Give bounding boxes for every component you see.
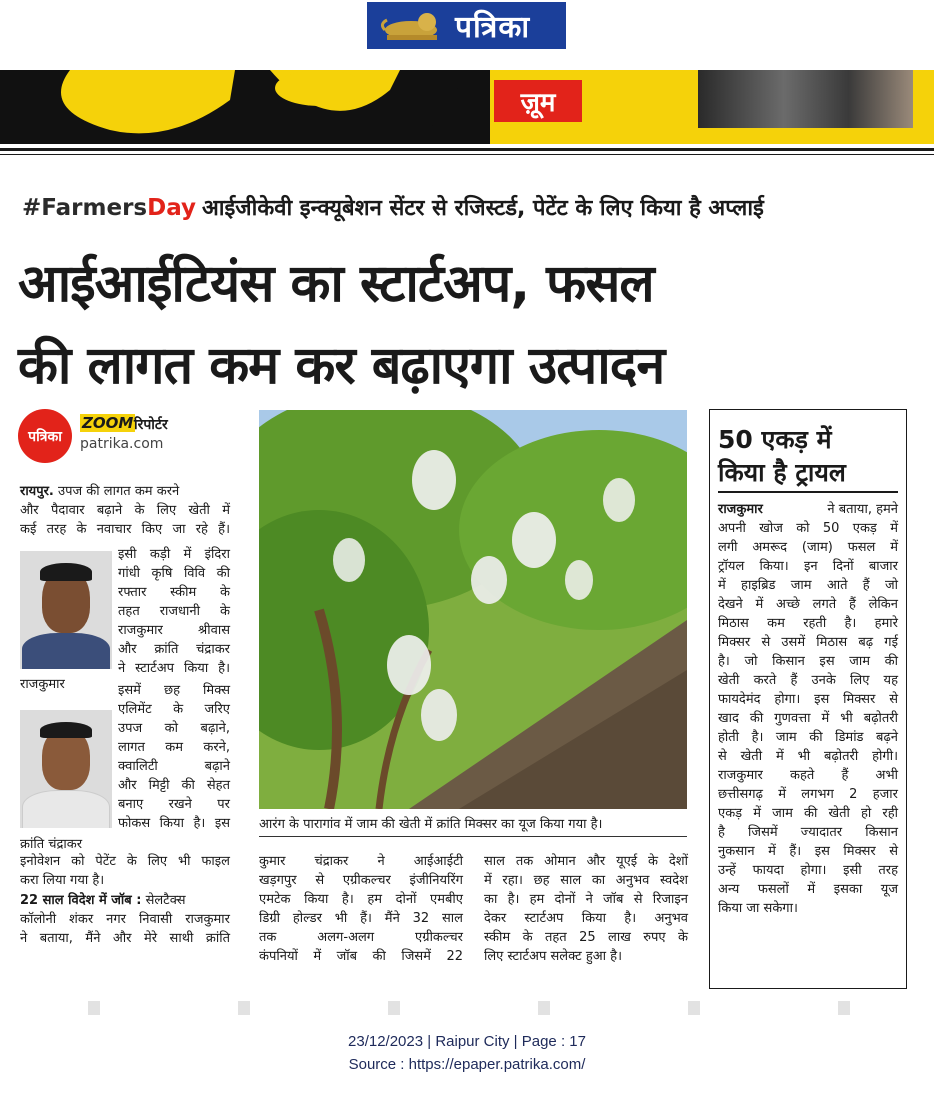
sidebar-line: किया जा सकेगा। [718, 901, 798, 916]
col2-line: कुमार चंद्राकर ने आईआईटी [259, 854, 463, 869]
sidebar-title-line-2: किया है ट्रायल [718, 458, 846, 487]
sidebar-line: है जिसमें ज्यादातर किसान [718, 825, 898, 840]
col1-wrap-line: लागत कम करने, [118, 740, 230, 755]
sidebar-line: खाद की गुणवत्ता में भी बढ़ोतरी [718, 711, 898, 726]
byline-site: patrika.com [80, 436, 164, 452]
kicker [22, 192, 764, 222]
banner-photo [698, 70, 913, 128]
sidebar-line: होती है। जाम की डिमांड बढ़ने [718, 730, 898, 745]
footer-source: Source : https://epaper.patrika.com/ [348, 1056, 586, 1073]
col2-line: तक अलग-अलग एग्रीकल्चर [259, 930, 463, 945]
col1-wrap-line: राजकुमार श्रीवास [118, 623, 230, 638]
sidebar-line: मिठास कम रहती है। हमारे [718, 616, 898, 631]
dateline: रायपुर. [20, 484, 54, 499]
sidebar-line: से खेती में भी बढ़ोतरी होगी। [718, 749, 898, 764]
col1-wrap-line: क्वालिटी बढ़ाने [118, 759, 230, 774]
col1-wrap-line: इसमें छह मिक्स [118, 683, 230, 698]
sidebar-line: लगी अमरूद (जाम) फसल में [718, 540, 898, 555]
sidebar-line: अन्य फसलों में इसका यूज [718, 882, 898, 897]
zoom-banner [0, 70, 934, 144]
col1-line: और पैदावार बढ़ाने के लिए खेती में [20, 503, 230, 518]
portrait-caption-kranti: क्रांति चंद्राकर [20, 837, 83, 852]
sidebar-line: नुकसान में हैं। इस मिक्सर से [718, 844, 898, 859]
cut-off-next-headline [0, 1001, 934, 1015]
patrika-round-logo: पत्रिका [18, 409, 72, 463]
col3-line: स्कीम के तहत 25 लाख रुपए के [484, 930, 688, 945]
sidebar-line: फायदेमंद होगा। इस मिक्सर से [718, 692, 898, 707]
byline-zoom [80, 414, 135, 432]
col1-line: कॉलोनी शंकर नगर निवासी राजकुमार [20, 912, 230, 927]
col1-wrap-line: बनाए रखने पर [118, 797, 230, 812]
col1-line: रायपुर. उपज की लागत कम करने [20, 484, 180, 499]
sidebar-line: देखने में अच्छे लगते हैं लेकिन [718, 597, 898, 612]
sidebar-line: मिक्सर से उसमें मिठास बढ़ गई [718, 635, 898, 650]
guava-farm-photo [259, 410, 687, 809]
col1-wrap-line: एलिमेंट के जरिए [118, 702, 230, 717]
sidebar-line: खेती करते हैं उनके लिए यह [718, 673, 898, 688]
col1-wrap-line: फोकस किया है। इस [118, 816, 230, 831]
col1-wrap-line: और क्रांति चंद्राकर [118, 642, 230, 657]
subhead: 22 साल विदेश में जॉब : [20, 893, 142, 908]
sidebar-title-line-1: 50 एकड़ में [718, 425, 832, 454]
kicker-text: आईजीकेवी इन्क्यूबेशन सेंटर से रजिस्टर्ड, पेटेंट के लिए किया है अप्लाई [202, 196, 764, 221]
col2-line: डिग्री होल्डर भी हैं। मैंने 32 साल [259, 911, 463, 926]
photo-caption: आरंग के पारागांव में जाम की खेती में क्रांति मिक्सर का यूज किया गया है। [259, 817, 603, 832]
zoom-tag: ज़ूम [494, 80, 582, 122]
guava-farm-illustration [259, 410, 687, 809]
col1-line: ने बताया, मैंने और मेरे साथी क्रांति [20, 931, 230, 946]
sidebar-line: अपनी खोज को 50 एकड़ में [718, 521, 898, 536]
sidebar-title-rule [718, 491, 898, 493]
col3-line: में रहा। छह साल का अनुभव स्वदेश [484, 873, 688, 888]
sidebar-line: एकड़ में जाम की खेती हो रही [718, 806, 898, 821]
col3-line: साल तक ओमान और यूएई के देशों [484, 854, 688, 869]
masthead-logo [367, 2, 566, 49]
footer-date-edition-page: 23/12/2023 | Raipur City | Page : 17 [348, 1033, 586, 1050]
sidebar-line: राजकुमार ने बताया, हमने [718, 502, 898, 517]
col1-wrap-line: ने स्टार्टअप किया है। [118, 661, 230, 676]
col1-wrap-line: तहत राजधानी के [118, 604, 230, 619]
sidebar-line: में हाइब्रिड जाम आते हैं जो [718, 578, 898, 593]
col3-line: लिए स्टार्टअप सलेक्ट हुआ है। [484, 949, 623, 964]
photo-caption-rule [259, 836, 687, 837]
col2-line: कंपनियों में जॉब की जिसमें 22 [259, 949, 463, 964]
col1-line: इनोवेशन को पेटेंट के लिए भी फाइल [20, 854, 230, 869]
kicker-hashtag-day: Day [147, 195, 197, 221]
col1-line: कई तरह के नवाचार किए जा रहे हैं। [20, 522, 230, 537]
portrait-rajkumar [20, 551, 112, 669]
col1-wrap-line: उपज को बढ़ाने, [118, 721, 230, 736]
col3-line: देकर स्टार्टअप किया है। अनुभव [484, 911, 688, 926]
portrait-kranti-chandrakar [20, 710, 112, 828]
byline-reporter: रिपोर्टर [134, 417, 168, 433]
sidebar-lead: राजकुमार [718, 502, 763, 517]
header-rule-thin [0, 154, 934, 155]
col2-line: एमटेक किया है। हम दोनों एमबीए [259, 892, 463, 907]
header-rule [0, 148, 934, 151]
portrait-caption-rajkumar: राजकुमार [20, 677, 65, 692]
sidebar-line: उन्हें फायदा होगा। इसी तरह [718, 863, 898, 878]
headline-line-2: की लागत कम कर बढ़ाएगा उत्पादन [18, 336, 665, 396]
col1-line: करा लिया गया है। [20, 873, 105, 888]
masthead-name: पत्रिका [455, 10, 531, 45]
sidebar-line: है। जो किसान इस जाम की [718, 654, 898, 669]
sidebar-line: राजकुमार कहते हैं अभी [718, 768, 898, 783]
col1-wrap-line: इसी कड़ी में इंदिरा [118, 547, 230, 562]
col1-wrap-line: और मिट्टी की सेहत [118, 778, 230, 793]
col1-wrap-line: रफ्तार स्कीम के [118, 585, 230, 600]
zoom-logo: ZOOM [82, 414, 134, 432]
col1-line: 22 साल विदेश में जॉब : सेलटैक्स [20, 893, 186, 908]
headline-line-1: आईआईटियंस का स्टार्टअप, फसल [18, 254, 654, 314]
col3-line: का है। हम दोनों ने जॉब से रिजाइन [484, 892, 688, 907]
lion-emblem-icon [377, 8, 445, 44]
kicker-hashtag: #Farmers [22, 195, 148, 221]
sidebar-line: ट्रॉयल किया। इन दिनों बाजार [718, 559, 898, 574]
col1-wrap-line: गांधी कृषि विवि की [118, 566, 230, 581]
col2-line: खड़गपुर से एग्रीकल्चर इंजीनियरिंग [259, 873, 463, 888]
sidebar-line: छत्तीसगढ़ में लगभग 2 हजार [718, 787, 898, 802]
